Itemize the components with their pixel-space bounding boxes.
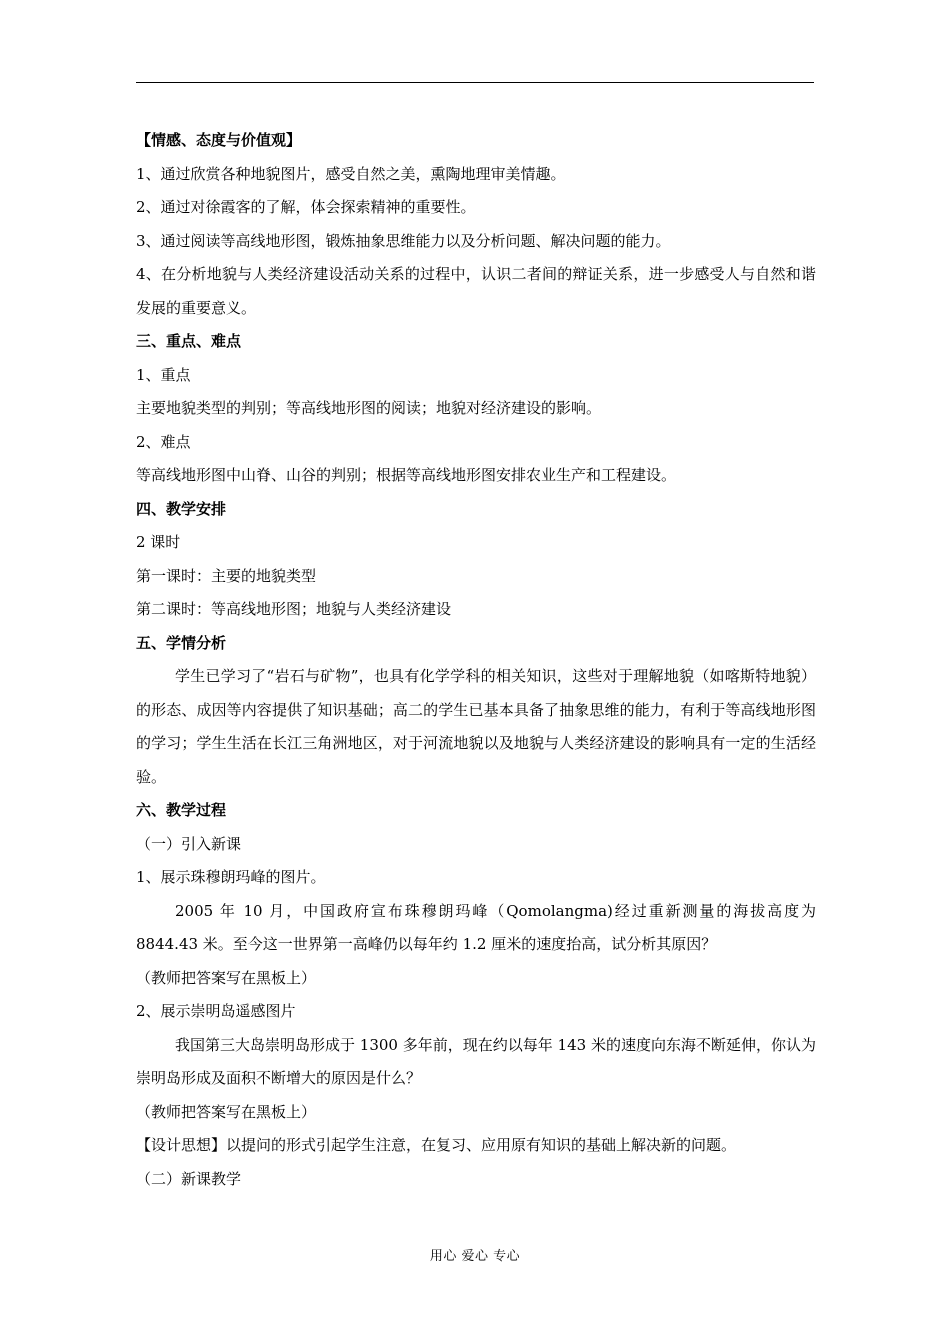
key-points-text-1: 主要地貌类型的判别；等高线地形图的阅读；地貌对经济建设的影响。 [136,399,602,417]
key-points-title-1: 1、重点 [136,365,191,384]
key-points-text-2: 等高线地形图中山脊、山谷的判别；根据等高线地形图安排农业生产和工程建设。 [136,466,677,484]
attitude-heading: 【情感、态度与价值观】 [136,131,302,149]
intro-item-2-note: （教师把答案写在黑板上） [136,1102,317,1121]
intro-item-1-text: 2005 年 10 月，中国政府宣布珠穆朗玛峰（Qomolangma)经过重新测量的海拔高度为 8844.43 米。至今这一世界第一高峰仍以每年约 1.2 厘米的速度抬高，试分析其原因？ [136,901,816,953]
attitude-item-3: 3、通过阅读等高线地形图，锻炼抽象思维能力以及分析问题、解决问题的能力。 [136,231,671,250]
teaching-process-heading: 六、教学过程 [136,801,227,819]
intro-section-title: （一）引入新课 [136,834,242,853]
design-idea: 【设计思想】以提问的形式引起学生注意，在复习、应用原有知识的基础上解决新的问题。 [136,1136,737,1154]
intro-item-1: 1、展示珠穆朗玛峰的图片。 [136,868,326,886]
header-rule [136,82,814,83]
attitude-item-4: 4、在分析地貌与人类经济建设活动关系的过程中，认识二者间的辩证关系，进一步感受人与自然和谐发展的重要意义。 [136,265,816,317]
new-lesson-title: （二）新课教学 [136,1169,242,1188]
attitude-item-2: 2、通过对徐霞客的了解，体会探索精神的重要性。 [136,198,476,216]
attitude-item-1: 1、通过欣赏各种地貌图片，感受自然之美，熏陶地理审美情趣。 [136,164,566,183]
key-points-title-2: 2、难点 [136,432,191,451]
schedule-second-lesson: 第二课时：等高线地形图；地貌与人类经济建设 [136,600,452,618]
intro-item-1-note: （教师把答案写在黑板上） [136,968,317,987]
schedule-heading: 四、教学安排 [136,499,227,518]
intro-item-2-text: 我国第三大岛崇明岛形成于 1300 多年前，现在约以每年 143 米的速度向东海不断延伸，你认为崇明岛形成及面积不断增大的原因是什么？ [136,1035,816,1087]
document-body [136,124,816,1196]
page-footer: 用心 爱心 专心 [429,1249,521,1264]
key-points-heading: 三、重点、难点 [136,332,242,350]
intro-item-2: 2、展示崇明岛遥感图片 [136,1002,296,1020]
schedule-first-lesson: 第一课时：主要的地貌类型 [136,566,317,585]
student-analysis-heading: 五、学情分析 [136,633,227,652]
student-analysis-text: 学生已学习了“岩石与矿物”，也具有化学学科的相关知识，这些对于理解地貌（如喀斯特地貌）的形态、成因等内容提供了知识基础；高二的学生已基本具备了抽象思维的能力，有利于等高线地形图的学习；学生生活在长江三角洲地区，对于河流地貌以及地貌与人类经济建设的影响具有一定的生活经验。 [136,667,816,786]
schedule-hours: 2 课时 [136,533,181,551]
